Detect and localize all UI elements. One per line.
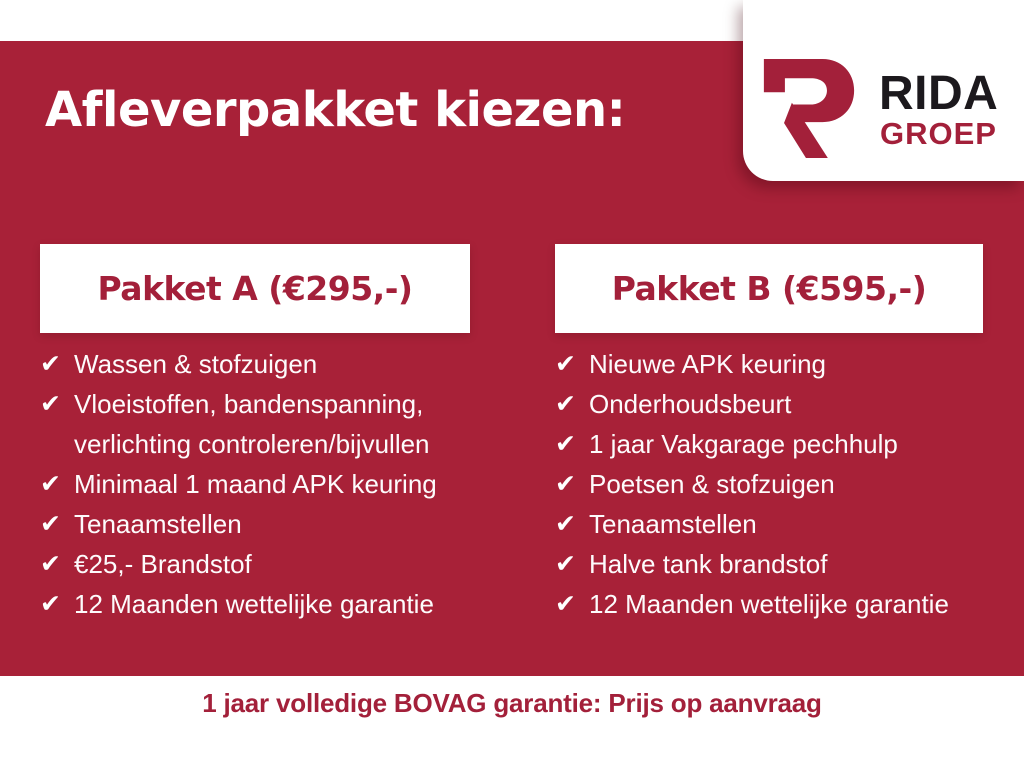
package-list-item [40, 504, 516, 544]
check-icon: ✔ [555, 389, 576, 418]
package-a-list [40, 344, 516, 624]
page-title: Afleverpakket kiezen: [45, 82, 626, 138]
package-list-item [555, 384, 1024, 424]
check-icon: ✔ [40, 509, 61, 538]
package-list-item-label: Onderhoudsbeurt [589, 389, 792, 419]
check-icon: ✔ [40, 589, 61, 618]
package-list-item-label: 12 Maanden wettelijke garantie [74, 589, 434, 619]
package-list-item [555, 464, 1024, 504]
package-list-item [555, 424, 1024, 464]
package-list-item-label: Vloeistoffen, bandenspanning, verlichting controleren/bijvullen [74, 389, 430, 459]
package-list-item-label: Poetsen & stofzuigen [589, 469, 835, 499]
rida-r-monogram-icon [763, 52, 855, 165]
package-list-item-label: Tenaamstellen [74, 509, 242, 539]
check-icon: ✔ [555, 429, 576, 458]
footer-bar [0, 676, 1024, 768]
package-list-item-label: Wassen & stofzuigen [74, 349, 318, 379]
package-list-item-label: Halve tank brandstof [589, 549, 828, 579]
package-list-item [40, 384, 516, 464]
package-b-title: Pakket B (€595,-) [611, 269, 927, 308]
logo-panel [743, 0, 1024, 181]
package-b-list [555, 344, 1024, 624]
package-b-column [555, 244, 1024, 624]
check-icon: ✔ [555, 469, 576, 498]
logo-text-rida: RIDA [879, 67, 999, 120]
package-list-item [555, 544, 1024, 584]
package-list-item-label: 1 jaar Vakgarage pechhulp [589, 429, 898, 459]
package-list-item [555, 344, 1024, 384]
check-icon: ✔ [555, 349, 576, 378]
package-list-item-label: Tenaamstellen [589, 509, 757, 539]
check-icon: ✔ [40, 549, 61, 578]
package-list-item [40, 464, 516, 504]
package-list-item [40, 584, 516, 624]
package-list-item-label: Minimaal 1 maand APK keuring [74, 469, 437, 499]
package-list-item-label: Nieuwe APK keuring [589, 349, 827, 379]
package-list-item-label: €25,- Brandstof [74, 549, 252, 579]
check-icon: ✔ [555, 509, 576, 538]
package-b-header-box [555, 244, 983, 333]
check-icon: ✔ [40, 349, 61, 378]
check-icon: ✔ [40, 469, 61, 498]
package-a-title: Pakket A (€295,-) [97, 269, 413, 308]
logo-text-groep: GROEP [880, 116, 997, 151]
check-icon: ✔ [555, 549, 576, 578]
check-icon: ✔ [555, 589, 576, 618]
package-list-item [40, 544, 516, 584]
package-a-header-box [40, 244, 470, 333]
package-list-item-label: 12 Maanden wettelijke garantie [589, 589, 949, 619]
check-icon: ✔ [40, 389, 61, 418]
package-list-item [555, 504, 1024, 544]
package-list-item [40, 344, 516, 384]
package-a-column [40, 244, 516, 624]
footer-text: 1 jaar volledige BOVAG garantie: Prijs op aanvraag [202, 688, 822, 718]
package-list-item [555, 584, 1024, 624]
